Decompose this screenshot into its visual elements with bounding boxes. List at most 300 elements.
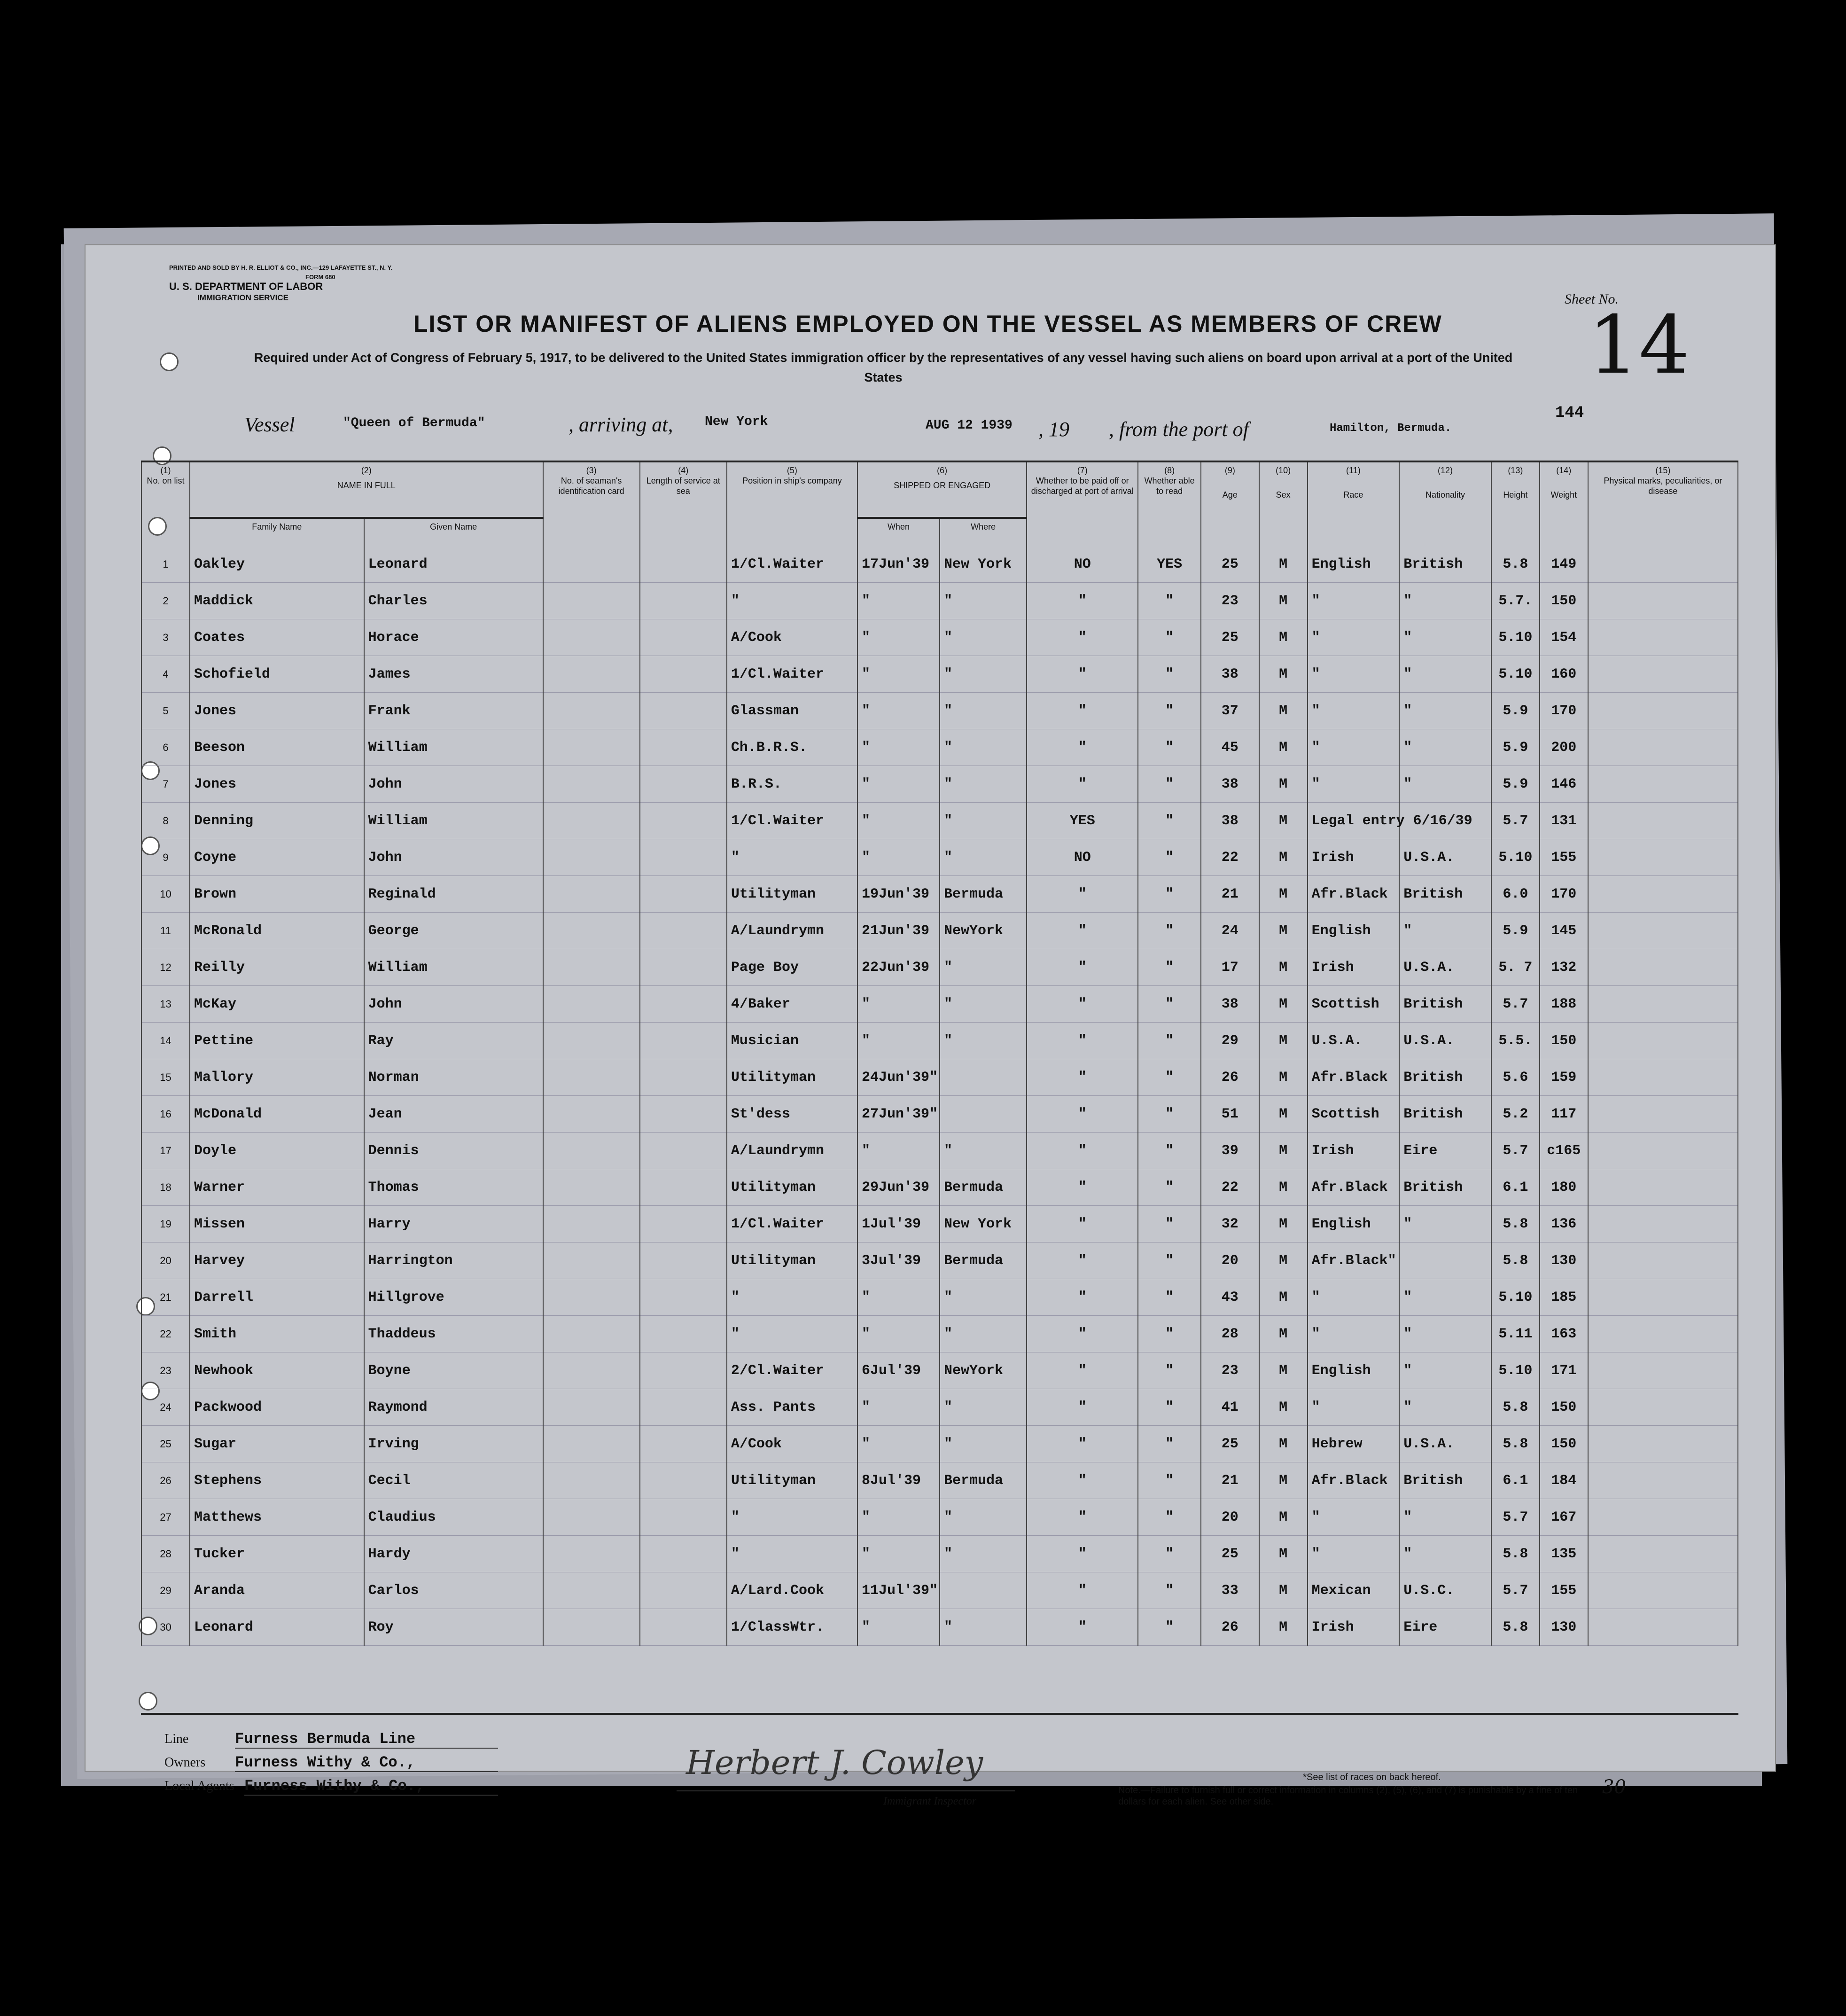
- cell-weight: 145: [1540, 913, 1588, 949]
- cell-service: [640, 1389, 727, 1426]
- cell-age: 26: [1201, 1609, 1259, 1646]
- cell-family: Packwood: [190, 1389, 364, 1426]
- cell-race: Afr.Black": [1308, 1242, 1400, 1279]
- cell-given: Ray: [364, 1023, 543, 1059]
- col-nationality: (12) Nationality: [1399, 461, 1491, 546]
- from-label: , from the port of: [1109, 418, 1249, 441]
- cell-given: Boyne: [364, 1352, 543, 1389]
- cell-sex: M: [1259, 729, 1308, 766]
- cell-when: 27Jun'39": [857, 1096, 940, 1133]
- cell-where: ": [940, 656, 1027, 693]
- cell-service: [640, 803, 727, 839]
- service: IMMIGRATION SERVICE: [197, 293, 288, 302]
- cell-age: 23: [1201, 583, 1259, 619]
- cell-given: Norman: [364, 1059, 543, 1096]
- table-row: [141, 1133, 1738, 1169]
- table-row: [141, 803, 1738, 839]
- cell-card: [543, 583, 640, 619]
- cell-height: 5.10: [1491, 1279, 1540, 1316]
- cell-position: Utilityman: [727, 1169, 857, 1206]
- form-number: FORM 680: [305, 273, 335, 281]
- cell-age: 51: [1201, 1096, 1259, 1133]
- cell-when: ": [857, 1133, 940, 1169]
- cell-position: B.R.S.: [727, 766, 857, 803]
- cell-paid: ": [1027, 913, 1138, 949]
- cell-age: 38: [1201, 656, 1259, 693]
- cell-height: 5.6: [1491, 1059, 1540, 1096]
- cell-paid: ": [1027, 1206, 1138, 1242]
- cell-weight: 117: [1540, 1096, 1588, 1133]
- cell-family: Jones: [190, 693, 364, 729]
- cell-paid: ": [1027, 1352, 1138, 1389]
- cell-nationality: U.S.C.: [1399, 1572, 1491, 1609]
- cell-service: [640, 619, 727, 656]
- cell-family: Smith: [190, 1316, 364, 1352]
- cell-card: [543, 986, 640, 1023]
- margin-mark: 30: [1602, 1776, 1626, 1798]
- cell-card: [543, 546, 640, 583]
- cell-nationality: ": [1399, 1206, 1491, 1242]
- cell-race: ": [1308, 619, 1400, 656]
- cell-given: Carlos: [364, 1572, 543, 1609]
- table-row: [141, 839, 1738, 876]
- cell-where: Bermuda: [940, 1242, 1027, 1279]
- cell-position: Ch.B.R.S.: [727, 729, 857, 766]
- cell-when: ": [857, 1316, 940, 1352]
- cell-when: ": [857, 839, 940, 876]
- cell-family: Oakley: [190, 546, 364, 583]
- cell-service: [640, 1133, 727, 1169]
- agents-label: Local Agents: [164, 1779, 234, 1793]
- cell-nationality: ": [1399, 693, 1491, 729]
- cell-marks: [1588, 583, 1738, 619]
- cell-age: 28: [1201, 1316, 1259, 1352]
- cell-weight: 170: [1540, 876, 1588, 913]
- cell-nationality: ": [1399, 583, 1491, 619]
- cell-marks: [1588, 1536, 1738, 1572]
- cell-race: Afr.Black: [1308, 876, 1400, 913]
- cell-marks: [1588, 656, 1738, 693]
- line-value: Furness Bermuda Line: [235, 1730, 498, 1749]
- cell-race: English: [1308, 546, 1400, 583]
- cell-weight: 150: [1540, 1426, 1588, 1462]
- cell-read: ": [1138, 1536, 1201, 1572]
- cell-given: Cecil: [364, 1462, 543, 1499]
- cell-height: 5.8: [1491, 1426, 1540, 1462]
- col-where: Where: [940, 518, 1027, 546]
- cell-height: 5.10: [1491, 839, 1540, 876]
- cell-card: [543, 1536, 640, 1572]
- cell-weight: 184: [1540, 1462, 1588, 1499]
- cell-no: 1: [141, 546, 190, 583]
- cell-race: ": [1308, 1316, 1400, 1352]
- table-row: [141, 1499, 1738, 1536]
- cell-sex: M: [1259, 876, 1308, 913]
- cell-where: ": [940, 583, 1027, 619]
- cell-paid: ": [1027, 1426, 1138, 1462]
- cell-marks: [1588, 546, 1738, 583]
- cell-given: Hillgrove: [364, 1279, 543, 1316]
- cell-paid: ": [1027, 1133, 1138, 1169]
- table-row: [141, 913, 1738, 949]
- cell-nationality: [1399, 1242, 1491, 1279]
- cell-position: 1/Cl.Waiter: [727, 1206, 857, 1242]
- cell-no: 5: [141, 693, 190, 729]
- cell-marks: [1588, 1352, 1738, 1389]
- cell-read: ": [1138, 949, 1201, 986]
- printer-line: PRINTED AND SOLD BY H. R. ELLIOT & CO., INC.—129 LAFAYETTE ST., N. Y.: [169, 264, 393, 271]
- cell-age: 24: [1201, 913, 1259, 949]
- cell-paid: ": [1027, 1389, 1138, 1426]
- cell-sex: M: [1259, 913, 1308, 949]
- cell-paid: ": [1027, 1462, 1138, 1499]
- cell-marks: [1588, 1242, 1738, 1279]
- cell-family: Leonard: [190, 1609, 364, 1646]
- cell-when: 6Jul'39: [857, 1352, 940, 1389]
- cell-marks: [1588, 619, 1738, 656]
- cell-paid: NO: [1027, 546, 1138, 583]
- cell-height: 5.7: [1491, 1133, 1540, 1169]
- cell-service: [640, 876, 727, 913]
- cell-position: A/Laundrymn: [727, 1133, 857, 1169]
- cell-position: 4/Baker: [727, 986, 857, 1023]
- cell-height: 5.9: [1491, 913, 1540, 949]
- cell-race: Legal entry 6/16/39: [1308, 803, 1400, 839]
- cell-marks: [1588, 949, 1738, 986]
- cell-height: 5.8: [1491, 546, 1540, 583]
- cell-race: Irish: [1308, 1133, 1400, 1169]
- cell-no: 14: [141, 1023, 190, 1059]
- cell-sex: M: [1259, 1133, 1308, 1169]
- cell-where: New York: [940, 546, 1027, 583]
- cell-marks: [1588, 1206, 1738, 1242]
- cell-marks: [1588, 1023, 1738, 1059]
- cell-family: Maddick: [190, 583, 364, 619]
- cell-where: ": [940, 803, 1027, 839]
- cell-race: English: [1308, 1352, 1400, 1389]
- cell-no: 6: [141, 729, 190, 766]
- table-row: [141, 656, 1738, 693]
- cell-paid: ": [1027, 619, 1138, 656]
- cell-no: 13: [141, 986, 190, 1023]
- cell-marks: [1588, 839, 1738, 876]
- cell-marks: [1588, 1499, 1738, 1536]
- table-row: [141, 1572, 1738, 1609]
- cell-sex: M: [1259, 1096, 1308, 1133]
- col-weight: (14) Weight: [1540, 461, 1588, 546]
- cell-sex: M: [1259, 1572, 1308, 1609]
- col-service: (4) Length of service at sea: [640, 461, 727, 546]
- cell-age: 38: [1201, 766, 1259, 803]
- cell-card: [543, 693, 640, 729]
- cell-card: [543, 1389, 640, 1426]
- cell-position: A/Cook: [727, 619, 857, 656]
- cell-nationality: U.S.A.: [1399, 949, 1491, 986]
- cell-age: 25: [1201, 619, 1259, 656]
- cell-nationality: Eire: [1399, 1133, 1491, 1169]
- col-age: (9) Age: [1201, 461, 1259, 546]
- cell-age: 43: [1201, 1279, 1259, 1316]
- cell-paid: ": [1027, 1096, 1138, 1133]
- cell-when: 1Jul'39: [857, 1206, 940, 1242]
- cell-where: Bermuda: [940, 1169, 1027, 1206]
- cell-nationality: ": [1399, 1279, 1491, 1316]
- cell-weight: 131: [1540, 803, 1588, 839]
- cell-when: ": [857, 986, 940, 1023]
- department: U. S. DEPARTMENT OF LABOR: [169, 281, 323, 292]
- cell-weight: 159: [1540, 1059, 1588, 1096]
- cell-paid: ": [1027, 876, 1138, 913]
- table-row: [141, 1279, 1738, 1316]
- cell-nationality: British: [1399, 1096, 1491, 1133]
- cell-position: ": [727, 583, 857, 619]
- cell-sex: M: [1259, 619, 1308, 656]
- table-row: [141, 766, 1738, 803]
- table-row: [141, 1352, 1738, 1389]
- cell-no: 25: [141, 1426, 190, 1462]
- cell-sex: M: [1259, 1426, 1308, 1462]
- cell-nationality: British: [1399, 986, 1491, 1023]
- cell-where: [940, 1096, 1027, 1133]
- cell-paid: YES: [1027, 803, 1138, 839]
- cell-when: 11Jul'39": [857, 1572, 940, 1609]
- cell-age: 22: [1201, 1169, 1259, 1206]
- table-row: [141, 1462, 1738, 1499]
- from-value: Hamilton, Bermuda.: [1330, 422, 1452, 435]
- cell-card: [543, 1572, 640, 1609]
- cell-no: 10: [141, 876, 190, 913]
- cell-height: 5.7: [1491, 1572, 1540, 1609]
- cell-where: ": [940, 839, 1027, 876]
- punch-hole: [160, 352, 179, 371]
- cell-sex: M: [1259, 839, 1308, 876]
- cell-given: Claudius: [364, 1499, 543, 1536]
- cell-paid: ": [1027, 1023, 1138, 1059]
- cell-service: [640, 1462, 727, 1499]
- cell-weight: 150: [1540, 583, 1588, 619]
- cell-race: Mexican: [1308, 1572, 1400, 1609]
- cell-read: ": [1138, 876, 1201, 913]
- cell-read: ": [1138, 1169, 1201, 1206]
- cell-service: [640, 1316, 727, 1352]
- cell-position: ": [727, 1536, 857, 1572]
- cell-nationality: ": [1399, 1499, 1491, 1536]
- cell-no: 4: [141, 656, 190, 693]
- cell-position: ": [727, 839, 857, 876]
- cell-paid: ": [1027, 656, 1138, 693]
- cell-no: 19: [141, 1206, 190, 1242]
- cell-where: [940, 1572, 1027, 1609]
- cell-card: [543, 949, 640, 986]
- cell-sex: M: [1259, 1352, 1308, 1389]
- cell-age: 21: [1201, 876, 1259, 913]
- cell-position: 1/Cl.Waiter: [727, 546, 857, 583]
- cell-read: ": [1138, 1316, 1201, 1352]
- races-note: *See list of races on back hereof.: [1303, 1772, 1441, 1782]
- cell-weight: 155: [1540, 1572, 1588, 1609]
- table-row: [141, 619, 1738, 656]
- vessel-value: "Queen of Bermuda": [343, 416, 485, 430]
- cell-age: 25: [1201, 1426, 1259, 1462]
- cell-height: 5.11: [1491, 1316, 1540, 1352]
- cell-given: Roy: [364, 1609, 543, 1646]
- cell-paid: ": [1027, 1279, 1138, 1316]
- cell-weight: 167: [1540, 1499, 1588, 1536]
- cell-card: [543, 1609, 640, 1646]
- cell-position: Ass. Pants: [727, 1389, 857, 1426]
- cell-where: ": [940, 1426, 1027, 1462]
- cell-weight: 150: [1540, 1023, 1588, 1059]
- cell-family: Jones: [190, 766, 364, 803]
- cell-when: 3Jul'39: [857, 1242, 940, 1279]
- cell-given: Irving: [364, 1426, 543, 1462]
- cell-paid: ": [1027, 1572, 1138, 1609]
- cell-service: [640, 839, 727, 876]
- cell-nationality: ": [1399, 656, 1491, 693]
- cell-paid: ": [1027, 729, 1138, 766]
- cell-where: Bermuda: [940, 1462, 1027, 1499]
- cell-read: ": [1138, 1352, 1201, 1389]
- col-given-name: Given Name: [364, 518, 543, 546]
- cell-given: Leonard: [364, 546, 543, 583]
- vessel-label: Vessel: [244, 413, 295, 436]
- cell-height: 6.1: [1491, 1169, 1540, 1206]
- cell-given: Thaddeus: [364, 1316, 543, 1352]
- cell-where: ": [940, 693, 1027, 729]
- table-row: [141, 1426, 1738, 1462]
- cell-service: [640, 583, 727, 619]
- cell-height: 5.10: [1491, 619, 1540, 656]
- cell-given: Frank: [364, 693, 543, 729]
- stamp-number: 144: [1555, 404, 1584, 422]
- cell-weight: 149: [1540, 546, 1588, 583]
- cell-given: Dennis: [364, 1133, 543, 1169]
- cell-marks: [1588, 1279, 1738, 1316]
- cell-paid: ": [1027, 1536, 1138, 1572]
- cell-service: [640, 729, 727, 766]
- cell-position: St'dess: [727, 1096, 857, 1133]
- cell-weight: 146: [1540, 766, 1588, 803]
- cell-where: ": [940, 766, 1027, 803]
- cell-where: [940, 1059, 1027, 1096]
- cell-weight: 154: [1540, 619, 1588, 656]
- cell-no: 16: [141, 1096, 190, 1133]
- cell-height: 6.0: [1491, 876, 1540, 913]
- cell-card: [543, 1096, 640, 1133]
- cell-age: 33: [1201, 1572, 1259, 1609]
- col-race: (11) Race: [1308, 461, 1400, 546]
- cell-sex: M: [1259, 693, 1308, 729]
- cell-read: ": [1138, 913, 1201, 949]
- cell-age: 17: [1201, 949, 1259, 986]
- cell-no: 21: [141, 1279, 190, 1316]
- cell-weight: 170: [1540, 693, 1588, 729]
- cell-sex: M: [1259, 1059, 1308, 1096]
- cell-height: 6.1: [1491, 1462, 1540, 1499]
- cell-nationality: British: [1399, 1169, 1491, 1206]
- cell-read: ": [1138, 1609, 1201, 1646]
- manifest-sheet: [85, 244, 1776, 1807]
- cell-when: 22Jun'39: [857, 949, 940, 986]
- cell-card: [543, 1169, 640, 1206]
- cell-nationality: U.S.A.: [1399, 1023, 1491, 1059]
- cell-height: 5.9: [1491, 766, 1540, 803]
- cell-card: [543, 1462, 640, 1499]
- cell-marks: [1588, 913, 1738, 949]
- punch-hole: [139, 1692, 157, 1711]
- cell-family: Doyle: [190, 1133, 364, 1169]
- cell-service: [640, 1352, 727, 1389]
- cell-height: 5.7: [1491, 803, 1540, 839]
- cell-position: 1/Cl.Waiter: [727, 656, 857, 693]
- cell-read: ": [1138, 1059, 1201, 1096]
- table-row: [141, 1609, 1738, 1646]
- table-row: [141, 546, 1738, 583]
- cell-sex: M: [1259, 1499, 1308, 1536]
- table-row: [141, 583, 1738, 619]
- crew-rows: [141, 546, 1738, 1646]
- cell-service: [640, 766, 727, 803]
- cell-height: 5.10: [1491, 656, 1540, 693]
- cell-where: NewYork: [940, 913, 1027, 949]
- cell-when: ": [857, 1426, 940, 1462]
- cell-service: [640, 986, 727, 1023]
- cell-race: ": [1308, 1279, 1400, 1316]
- table-row: [141, 1316, 1738, 1352]
- cell-nationality: ": [1399, 619, 1491, 656]
- cell-age: 23: [1201, 1352, 1259, 1389]
- cell-service: [640, 693, 727, 729]
- cell-given: Thomas: [364, 1169, 543, 1206]
- cell-where: ": [940, 1133, 1027, 1169]
- cell-read: ": [1138, 766, 1201, 803]
- cell-family: Mallory: [190, 1059, 364, 1096]
- cell-height: 5.8: [1491, 1389, 1540, 1426]
- cell-age: 39: [1201, 1133, 1259, 1169]
- cell-no: 29: [141, 1572, 190, 1609]
- cell-height: 5.7: [1491, 986, 1540, 1023]
- cell-family: Newhook: [190, 1352, 364, 1389]
- cell-family: Coyne: [190, 839, 364, 876]
- cell-no: 23: [141, 1352, 190, 1389]
- cell-race: ": [1308, 1389, 1400, 1426]
- cell-family: Schofield: [190, 656, 364, 693]
- cell-read: ": [1138, 619, 1201, 656]
- cell-when: ": [857, 1279, 940, 1316]
- cell-race: Scottish: [1308, 1096, 1400, 1133]
- cell-no: 28: [141, 1536, 190, 1572]
- col-family-name: Family Name: [190, 518, 364, 546]
- cell-nationality: ": [1399, 1316, 1491, 1352]
- year-label: , 19: [1038, 418, 1069, 441]
- cell-height: 5.8: [1491, 1536, 1540, 1572]
- cell-family: Coates: [190, 619, 364, 656]
- cell-age: 37: [1201, 693, 1259, 729]
- cell-sex: M: [1259, 1279, 1308, 1316]
- col-no: (1) No. on list: [141, 461, 190, 546]
- cell-race: ": [1308, 729, 1400, 766]
- cell-race: Afr.Black: [1308, 1059, 1400, 1096]
- cell-family: Denning: [190, 803, 364, 839]
- cell-given: Horace: [364, 619, 543, 656]
- cell-where: ": [940, 729, 1027, 766]
- col-height: (13) Height: [1491, 461, 1540, 546]
- page-title: LIST OR MANIFEST OF ALIENS EMPLOYED ON THE VESSEL AS MEMBERS OF CREW: [413, 311, 1442, 337]
- table-row: [141, 1169, 1738, 1206]
- cell-no: 11: [141, 913, 190, 949]
- cell-read: ": [1138, 1096, 1201, 1133]
- cell-service: [640, 1242, 727, 1279]
